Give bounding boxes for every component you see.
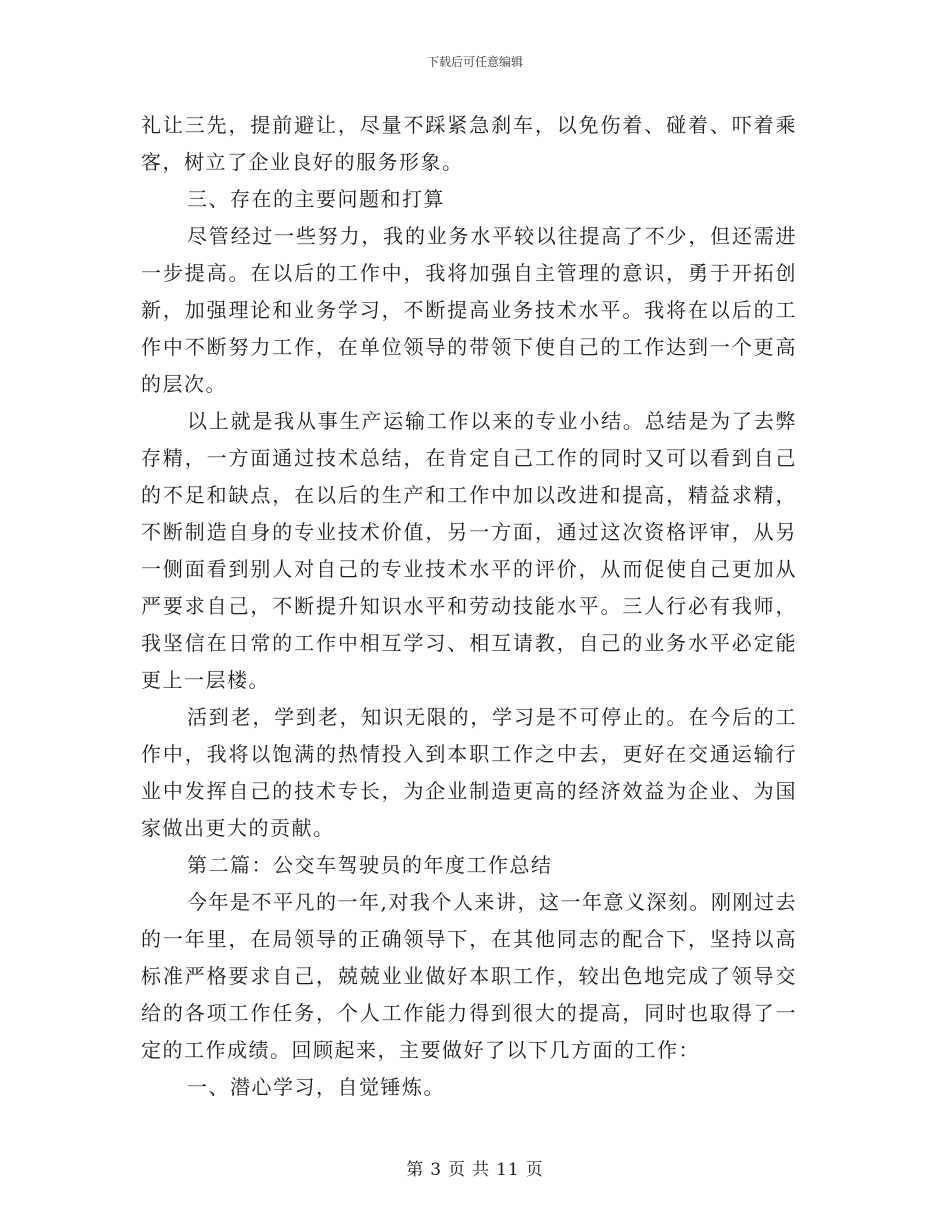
page-header: 下载后可任意编辑: [426, 55, 523, 69]
paragraph-4: 活到老，学到老，知识无限的，学习是不可停止的。在今后的工作中，我将以饱满的热情投入到本职工作之中去，更好在交通运输行业中发挥自己的技术专长，为企业制造更高的经济效益为企业、为国家做出更大的贡献。: [141, 705, 797, 840]
section-heading-1: 一、潜心学习，自觉锤炼。: [187, 1075, 445, 1099]
document-body: [141, 107, 797, 1106]
paragraph-3: 以上就是我从事生产运输工作以来的专业小结。总结是为了去弊存精，一方面通过技术总结，在肯定自己工作的同时又可以看到自己的不足和缺点，在以后的生产和工作中加以改进和提高，精益求精，不断制造自身的专业技术价值，另一方面，通过这次资格评审，从另一侧面看到别人对自己的专业技术水平的评价，从而促使自己更加从严要求自己，不断提升知识水平和劳动技能水平。三人行必有我师，我坚信在日常的工作中相互学习、相互请教，自己的业务水平必定能更上一层楼。: [141, 409, 797, 692]
total-pages-number: 11: [496, 1160, 520, 1180]
current-page-number: 3: [430, 1160, 443, 1180]
paragraph-1: 礼让三先，提前避让，尽量不踩紧急刹车，以免伤着、碰着、吓着乘客，树立了企业良好的服务形象。: [141, 113, 797, 174]
chapter-title-2: 第二篇：公交车驾驶员的年度工作总结: [187, 853, 553, 877]
page-footer: [0, 1155, 950, 1180]
footer-total-label: 共: [472, 1160, 491, 1180]
footer-page-label: 页: [448, 1160, 467, 1180]
footer-suffix: 页: [525, 1160, 544, 1180]
section-heading-3: 三、存在的主要问题和打算: [187, 187, 445, 211]
paragraph-2: 尽管经过一些努力，我的业务水平较以往提高了不少，但还需进一步提高。在以后的工作中，我将加强自主管理的意识，勇于开拓创新，加强理论和业务学习，不断提高业务技术水平。我将在以后的工作中不断努力工作，在单位领导的带领下使自己的工作达到一个更高的层次。: [141, 224, 797, 396]
footer-prefix: 第: [406, 1160, 425, 1180]
paragraph-5: 今年是不平凡的一年,对我个人来讲，这一年意义深刻。刚刚过去的一年里，在局领导的正确领导下，在其他同志的配合下，坚持以高标准严格要求自己，兢兢业业做好本职工作，较出色地完成了领导交给的各项工作任务，个人工作能力得到很大的提高，同时也取得了一定的工作成绩。回顾起来，主要做好了以下几方面的工作：: [141, 890, 797, 1062]
